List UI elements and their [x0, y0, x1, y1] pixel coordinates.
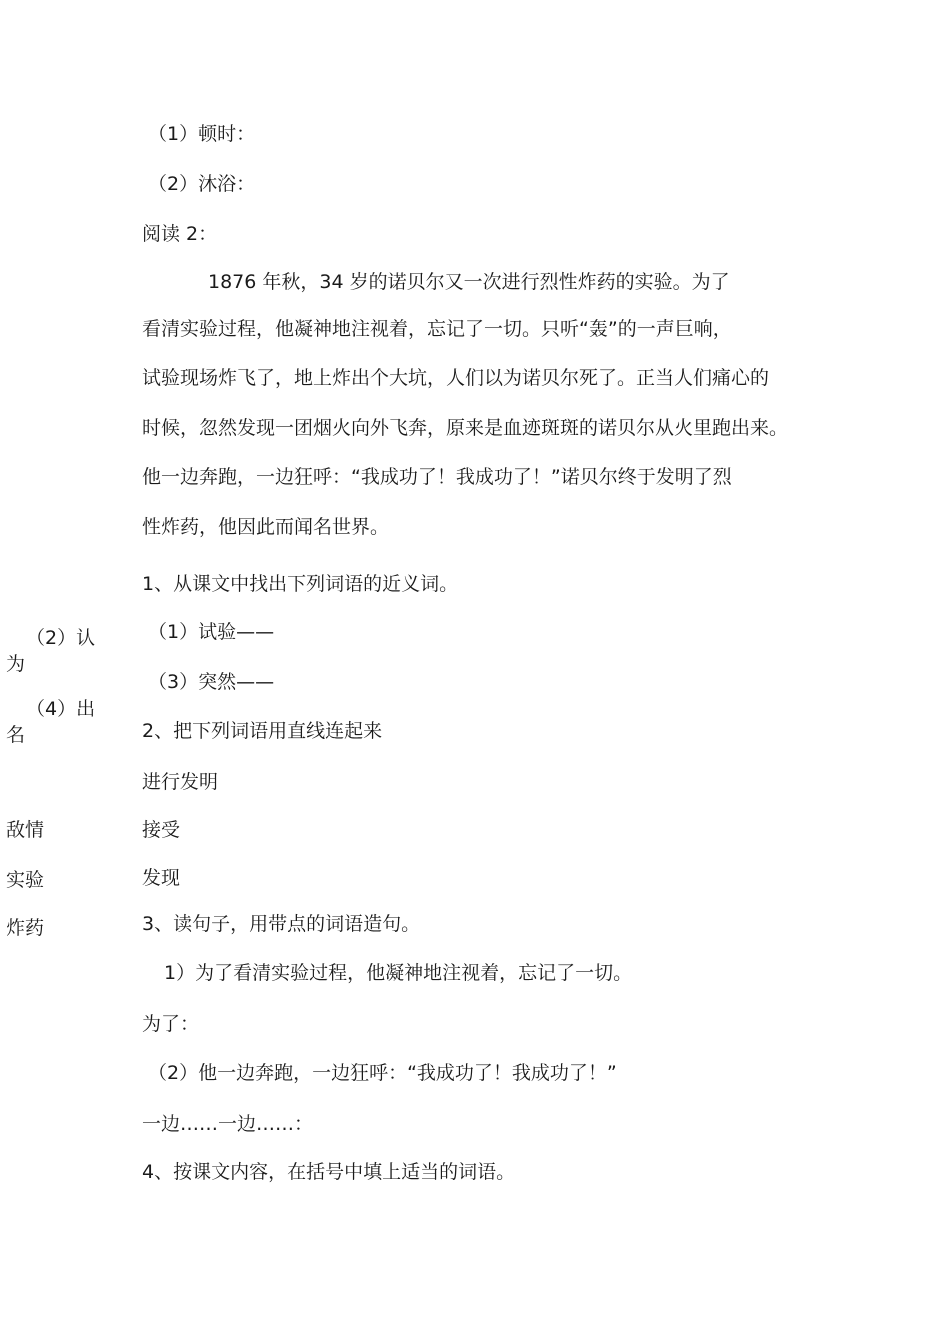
question-3-sentence-2: （2）他一边奔跑，一边狂呼：“我成功了！我成功了！”: [148, 1062, 617, 1084]
question-4: 4、按课文内容，在括号中填上适当的词语。: [142, 1161, 516, 1183]
question-1: 1、从课文中找出下列词语的近义词。: [142, 573, 459, 595]
q-prev-2: （2）沐浴：: [148, 173, 256, 195]
question-3-sentence-1: 1）为了看清实验过程，他凝神地注视着，忘记了一切。: [164, 962, 633, 984]
question-2: 2、把下列词语用直线连起来: [142, 720, 383, 742]
q-prev-1: （1）顿时：: [148, 123, 256, 145]
passage-line: 时候，忽然发现一团烟火向外飞奔，原来是血迹斑斑的诺贝尔从火里跑出来。: [142, 417, 789, 439]
question-1-item-3: （3）突然——: [148, 671, 275, 693]
match-right-word: 实验: [6, 869, 45, 891]
match-right-word: 炸药: [6, 917, 45, 939]
match-left-word: 进行发明: [142, 771, 219, 793]
reading-title: 阅读 2：: [142, 223, 218, 245]
side-item-2: （2）认: [26, 627, 96, 649]
passage-line: 他一边奔跑，一边狂呼：“我成功了！我成功了！”诺贝尔终于发明了烈: [142, 466, 732, 488]
side-item-4-cont: 名: [6, 724, 26, 746]
passage-line: 1876 年秋，34 岁的诺贝尔又一次进行烈性炸药的实验。为了: [208, 271, 730, 293]
question-1-item-1: （1）试验——: [148, 621, 275, 643]
question-3: 3、读句子，用带点的词语造句。: [142, 913, 421, 935]
passage-line: 看清实验过程，他凝神地注视着，忘记了一切。只听“轰”的一声巨响，: [142, 318, 732, 340]
passage-line: 性炸药，他因此而闻名世界。: [142, 516, 390, 538]
match-left-word: 发现: [142, 867, 181, 889]
side-item-4: （4）出: [26, 698, 96, 720]
question-3-answer-2: 一边……一边……：: [142, 1113, 314, 1135]
question-3-answer-1: 为了：: [142, 1013, 200, 1035]
passage-line: 试验现场炸飞了，地上炸出个大坑，人们以为诺贝尔死了。正当人们痛心的: [142, 367, 770, 389]
match-right-word: 敌情: [6, 819, 45, 841]
match-left-word: 接受: [142, 819, 181, 841]
side-item-2-cont: 为: [6, 653, 26, 675]
